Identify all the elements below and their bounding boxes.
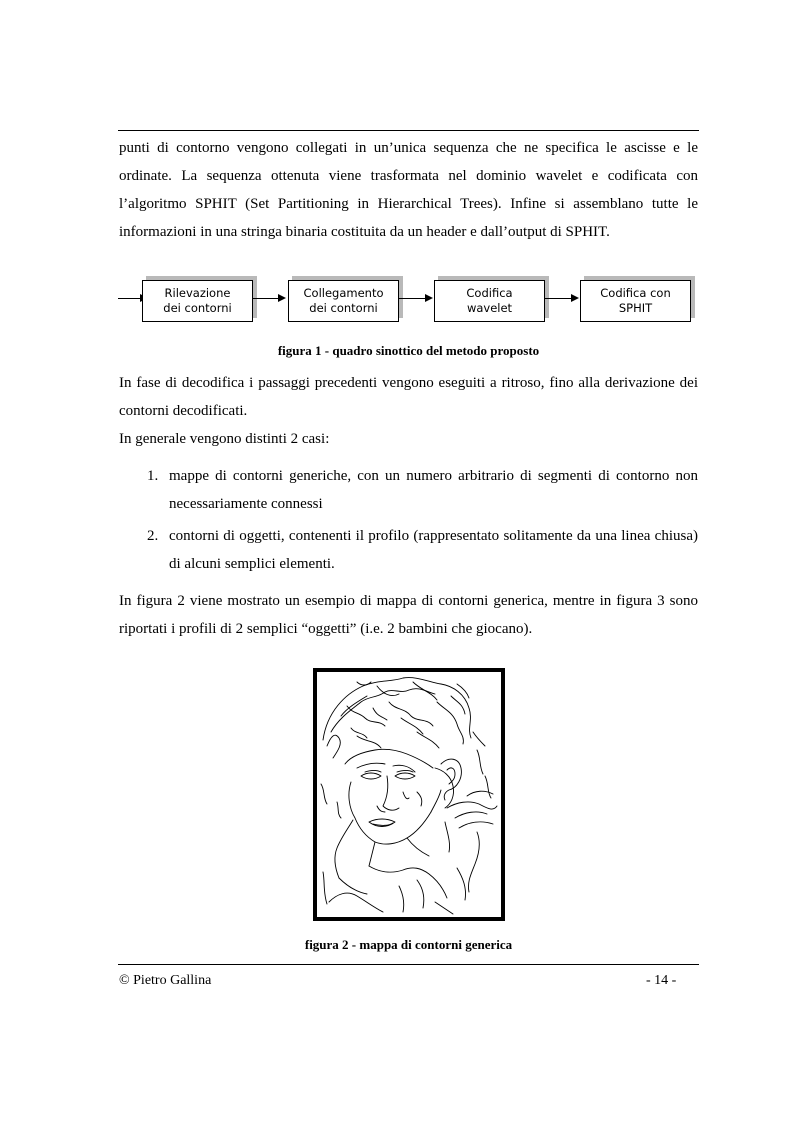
list-item-text: contorni di oggetti, contenenti il profilo (rappresentato solitamente da una linea chiusa) di alcuni semplici elementi. [169, 528, 698, 572]
block-label-line-1: Collegamento [303, 286, 384, 300]
footer-author: © Pietro Gallina [119, 973, 212, 988]
block-contour-detection [142, 280, 253, 322]
contour-drawing [317, 672, 501, 917]
paragraph-decoding: In fase di decodifica i passaggi precedenti vengono eseguiti a ritroso, fino alla derivazione dei contorni decodificati. [119, 375, 698, 419]
block-label-line-1: Codifica [466, 286, 513, 300]
figure-2-caption: figura 2 - mappa di contorni generica [304, 937, 513, 952]
list-item [119, 522, 698, 578]
paragraph-cases-intro: In generale vengono distinti 2 casi: [119, 431, 330, 447]
figure-1-caption: figura 1 - quadro sinottico del metodo proposto [277, 343, 540, 358]
list-item-number: 2. [147, 528, 159, 544]
connector-arrow [253, 298, 278, 299]
input-arrow [118, 298, 140, 299]
block-label-line-1: Codifica con [600, 286, 671, 300]
arrow-head-icon [425, 294, 433, 302]
block-label-line-2: dei contorni [309, 301, 378, 315]
block-sphit-coding [580, 280, 691, 322]
block-label-line-1: Rilevazione [164, 286, 231, 300]
block-label-line-2: SPHIT [618, 301, 653, 315]
footer-rule [118, 964, 699, 965]
list-item-number: 1. [147, 468, 159, 484]
arrow-head-icon [571, 294, 579, 302]
block-label-line-2: dei contorni [163, 301, 232, 315]
figure-2-contour-map-image [313, 668, 505, 921]
paragraph-figure-reference: In figura 2 viene mostrato un esempio di mappa di contorni generica, mentre in figura 3 sono riportati i profili di 2 semplici “oggetti” (i.e. 2 bambini che giocano). [119, 593, 698, 637]
block-contour-linking [288, 280, 399, 322]
paragraph-algorithm-description: punti di contorno vengono collegati in un’unica sequenza che ne specifica le ascisse e le ordinate. La sequenza ottenuta viene trasformata nel dominio wavelet e codificata con l’algoritmo SPHIT (Set Partitioning in Hierarchical Trees). Infine si assemblano tutte le informazioni in una stringa binaria costituita da un header e dall’output di SPHIT. [119, 140, 698, 240]
footer-page-number: - 14 - [646, 973, 677, 988]
arrow-head-icon [278, 294, 286, 302]
list-item [119, 462, 698, 518]
cases-list [119, 462, 698, 578]
list-item-text: mappe di contorni generiche, con un numero arbitrario di segmenti di contorno non necessariamente connessi [169, 468, 698, 512]
figure-1-block-diagram [118, 272, 699, 324]
connector-arrow [545, 298, 571, 299]
block-wavelet-coding [434, 280, 545, 322]
connector-arrow [399, 298, 425, 299]
block-label-line-2: wavelet [466, 301, 513, 315]
header-rule [118, 130, 699, 131]
